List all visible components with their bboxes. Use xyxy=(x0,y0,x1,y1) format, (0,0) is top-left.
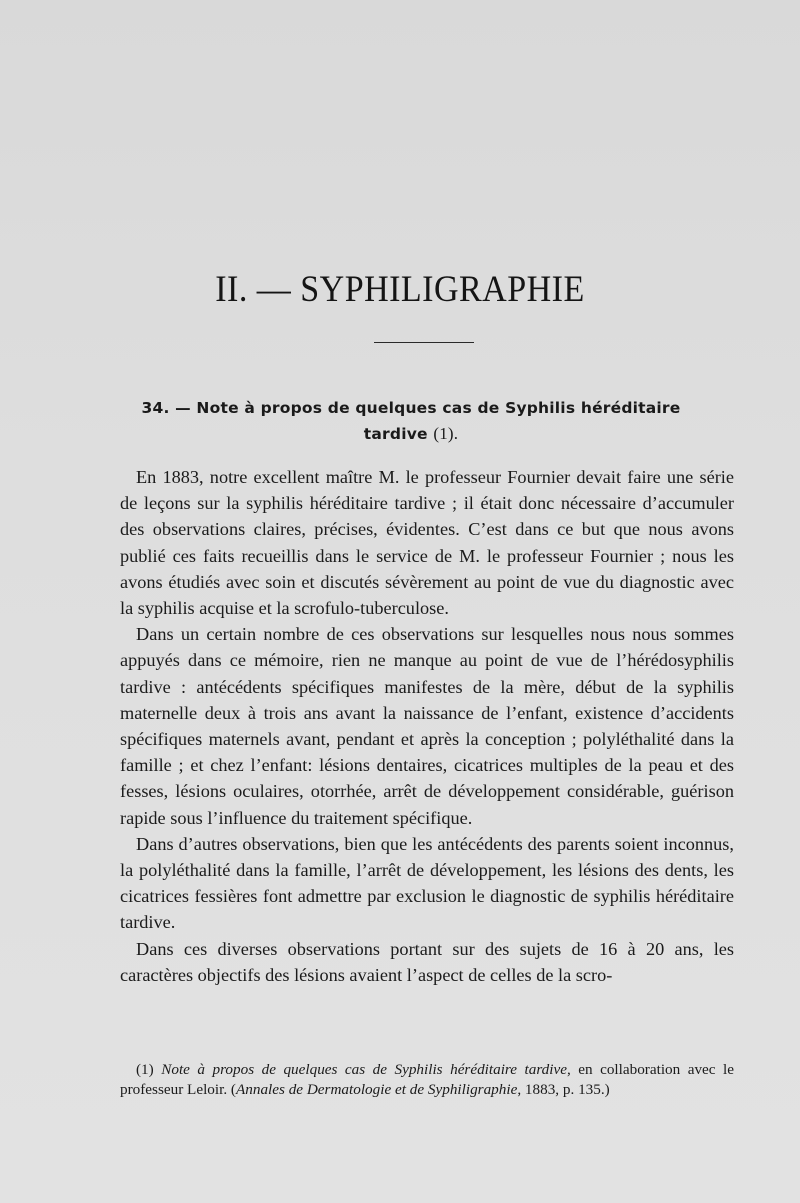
section-title: II. — SYPHILIGRAPHIE xyxy=(215,269,585,310)
paragraph: Dans un certain nombre de ces observations sur lesquelles nous nous sommes appuyés dans ce mémoire, rien ne manque au point de vue de l’hérédosyphilis tardive : antécédents spécifiques manifestes de la mère, début de la syphilis maternelle deux à trois ans avant la naissance de l’enfant, existence d’accidents spécifiques maternels avant, pendant et après la conception ; polyléthalité dans la famille ; et chez l’enfant: lésions dentaires, cicatrices multiples de la peau et des fesses, lésions oculaires, otorrhée, arrêt de développement considérable, guérison rapide sous l’influence du traitement spécifique. xyxy=(120,624,734,828)
paragraph: En 1883, notre excellent maître M. le professeur Fournier devait faire une série de leçons sur la syphilis héréditaire tardive ; il était donc nécessaire d’accumuler des observations claires, précises, évidentes. C’est dans ce but que nous avons publié ces faits recueillis dans le service de M. le professeur Fournier ; nous les avons étudiés avec soin et discutés sévèrement au point de vue du diagnostic avec la syphilis acquise et la scrofulo-tuberculose. xyxy=(120,467,734,619)
title-divider xyxy=(374,342,474,343)
footnote-reference: (1). xyxy=(433,424,459,443)
article-body xyxy=(120,464,734,988)
footnote-text: , en collaboration avec le professeur Leloir. ( xyxy=(120,1061,734,1098)
paragraph: Dans ces diverses observations portant sur des sujets de 16 à 20 ans, les caractères objectifs des lésions avaient l’aspect de celles de la scro- xyxy=(120,938,734,985)
footnote-mark: (1) xyxy=(136,1061,162,1078)
article-heading xyxy=(120,396,702,447)
footnote xyxy=(120,1060,734,1099)
footnote-journal: Annales de Dermatologie et de Syphiligraphie xyxy=(235,1080,518,1098)
article-title: 34. — Note à propos de quelques cas de Syphilis héréditaire tardive xyxy=(141,399,681,443)
footnote-citation: , 1883, p. 135.) xyxy=(517,1080,610,1098)
footnote-title: Note à propos de quelques cas de Syphilis héréditaire tardive xyxy=(161,1061,567,1078)
paragraph: Dans d’autres observations, bien que les antécédents des parents soient inconnus, la polyléthalité dans la famille, l’arrêt de développement, les lésions des dents, les cicatrices fessières font admettre par exclusion le diagnostic de syphilis héréditaire tardive. xyxy=(120,833,734,933)
